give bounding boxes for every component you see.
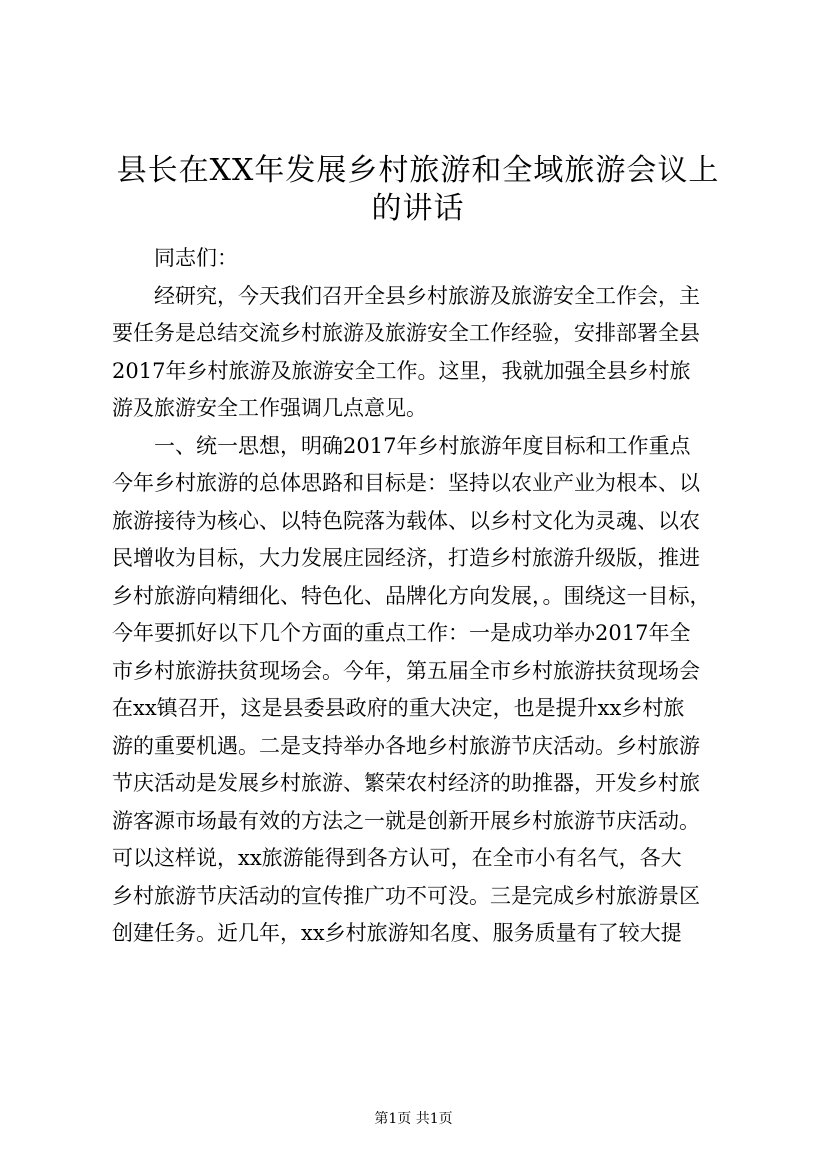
paragraph-line: 乡村旅游向精细化、特色化、品牌化方向发展，。围绕这一目标， xyxy=(112,583,711,608)
paragraph-1 xyxy=(112,278,732,428)
paragraph-line: 民增收为目标，大力发展庄园经济，打造乡村旅游升级版，推进 xyxy=(112,546,700,570)
paragraph-line: 游的重要机遇。二是支持举办各地乡村旅游节庆活动。乡村旅游 xyxy=(112,733,700,758)
paragraph-line: 节庆活动是发展乡村旅游、繁荣农村经济的助推器，开发乡村旅 xyxy=(112,771,700,795)
page-number-footer: 第1页 共1页 xyxy=(374,1111,453,1127)
title-line-1: 县长在XX年发展乡村旅游和全域旅游会议上 xyxy=(116,153,720,188)
paragraph-line: 旅游接待为核心、以特色院落为载体、以乡村文化为灵魂、以农 xyxy=(112,508,700,533)
title-line-2: 的讲话 xyxy=(371,191,465,226)
paragraph-line: 今年乡村旅游的总体思路和目标是：坚持以农业产业为根本、以 xyxy=(112,471,700,495)
paragraph-line: 乡村旅游节庆活动的宣传推广功不可没。三是完成乡村旅游景区 xyxy=(112,883,700,908)
paragraph-line: 游及旅游安全工作强调几点意见。 xyxy=(112,396,427,420)
paragraph-line: 市乡村旅游扶贫现场会。今年，第五届全市乡村旅游扶贫现场会 xyxy=(112,658,700,683)
paragraph-line: 2017年乡村旅游及旅游安全工作。这里，我就加强全县乡村旅 xyxy=(112,358,691,383)
document-body xyxy=(112,240,732,953)
paragraph-line: 要任务是总结交流乡村旅游及旅游安全工作经验，安排部署全县 xyxy=(112,321,700,345)
paragraph-line: 可以这样说，xx旅游能得到各方认可，在全市小有名气，各大 xyxy=(112,846,682,870)
paragraph-line: 今年要抓好以下几个方面的重点工作：一是成功举办2017年全 xyxy=(112,621,691,645)
section-heading: 一、统一思想，明确2017年乡村旅游年度目标和工作重点 xyxy=(154,433,691,458)
salutation: 同志们： xyxy=(154,246,238,270)
document-title xyxy=(112,152,724,228)
paragraph-line: 在xx镇召开，这是县委县政府的重大决定，也是提升xx乡村旅 xyxy=(112,696,685,720)
paragraph-line: 游客源市场最有效的方法之一就是创新开展乡村旅游节庆活动。 xyxy=(112,808,700,833)
paragraph-line: 创建任务。近几年，xx乡村旅游知名度、服务质量有了较大提 xyxy=(112,921,682,945)
paragraph-line: 经研究，今天我们召开全县乡村旅游及旅游安全工作会，主 xyxy=(154,283,700,308)
paragraph-2 xyxy=(112,428,732,953)
